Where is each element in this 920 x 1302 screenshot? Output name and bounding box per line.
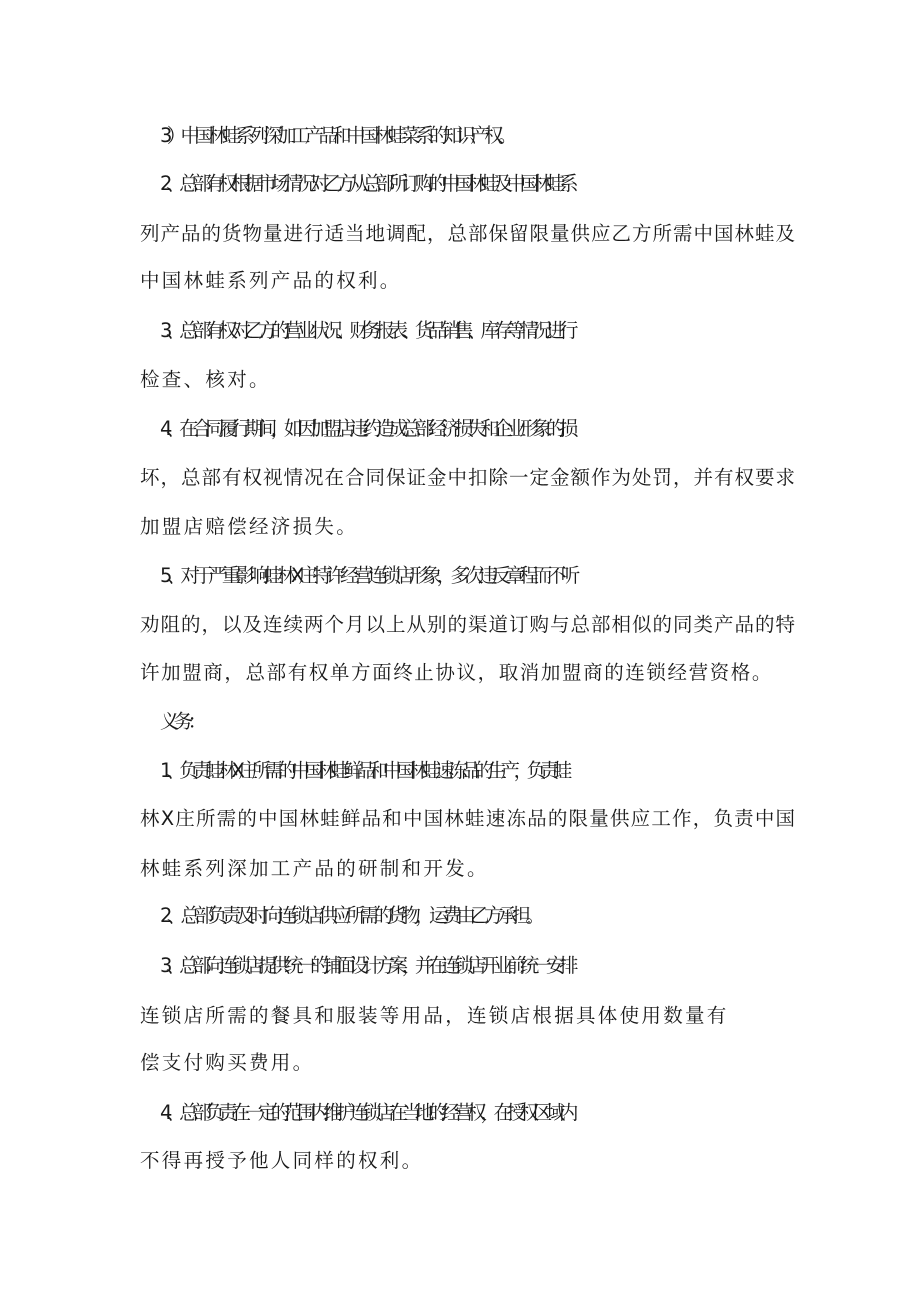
paragraph-line: 劝阻的，以及连续两个月以上从别的渠道订购与总部相似的同类产品的特	[140, 613, 797, 636]
paragraph-line: 4、总部负责在一定的范围内维护连锁店在当地的经营权，在授权区域内	[160, 1101, 573, 1124]
paragraph-line: 连锁店所需的餐具和服装等用品，连锁店根据具体使用数量有	[140, 1004, 729, 1027]
paragraph-line: 不得再授予他人同样的权利。	[140, 1149, 424, 1172]
paragraph-line: 检查、核对。	[140, 368, 271, 391]
paragraph-line: 2、总部有权根据市场情况对乙方从总部所订购的中国林蛙及中国林蛙系	[160, 172, 573, 195]
paragraph-line: 1、负责蛙林X庄所需的中国林蛙鲜品和中国林蛙速冻品的生产，负责蛙	[160, 759, 566, 782]
paragraph-line: 林蛙系列深加工产品的研制和开发。	[140, 857, 489, 880]
paragraph-line: 列产品的货物量进行适当地调配，总部保留限量供应乙方所需中国林蛙及	[140, 222, 797, 245]
paragraph-line: 3、总部有权对乙方的营业状况、财务报表、货品销售、库存等情况进行	[160, 319, 573, 342]
paragraph-line: 坏，总部有权视情况在合同保证金中扣除一定金额作为处罚，并有权要求	[140, 466, 797, 489]
section-heading-obligations: 义务：	[160, 710, 202, 733]
paragraph-line: 2、总部负责及时向连锁店供应所需的货物，运费由乙方承担。	[160, 904, 540, 927]
paragraph-line: 3）中国林蛙系列深加工产品和中国林蛙菜系的知识产权。	[160, 124, 512, 147]
paragraph-line: 中国林蛙系列产品的权利。	[140, 269, 402, 292]
paragraph-line: 林X庄所需的中国林蛙鲜品和中国林蛙速冻品的限量供应工作，负责中国	[140, 807, 797, 830]
paragraph-line: 加盟店赔偿经济损失。	[140, 515, 359, 538]
paragraph-line: 4、在合同履行期间，如因加盟店违约造成总部经济损失和企业形象的损	[160, 417, 573, 440]
paragraph-line: 许加盟商，总部有权单方面终止协议，取消加盟商的连锁经营资格。	[140, 661, 774, 684]
paragraph-line: 3、总部向连锁店提供统一的铺面设计方案，并在连锁店开业前统一安排	[160, 954, 573, 977]
paragraph-line: 偿支付购买费用。	[140, 1051, 315, 1074]
paragraph-line: 5、对于严重影响蛙林X庄特许经营连锁店形象，多次违反章程而不听	[160, 564, 575, 587]
